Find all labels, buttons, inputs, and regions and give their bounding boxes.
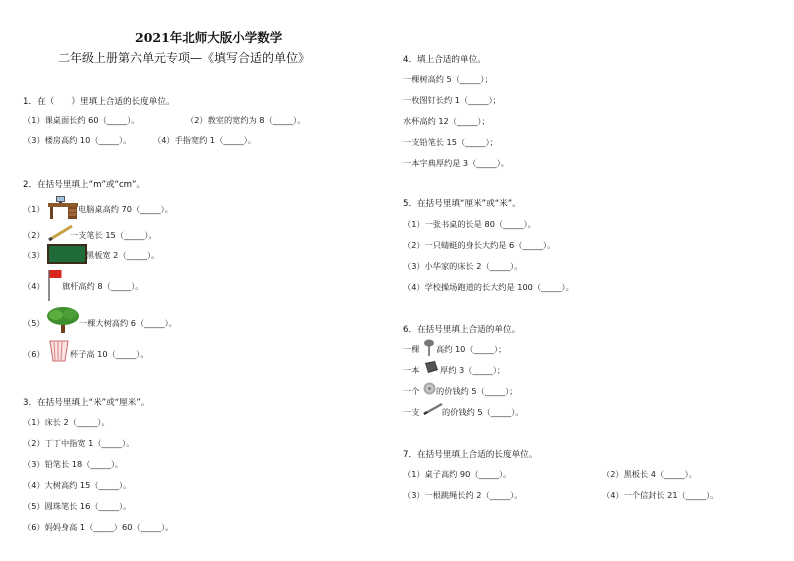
question-3-item-6: （6）妈妈身高 1（_____）60（_____）。 (23, 522, 174, 532)
question-2-item-1: 电脑桌高约 70（_____）。 (78, 204, 173, 214)
question-6-label-1: 一棵 (403, 344, 420, 354)
question-7-item-4: （4）一个信封长 21（_____）。 (602, 490, 719, 500)
question-3-item-2: （2）丁丁中指宽 1（_____）。 (23, 438, 135, 448)
question-6-item-4: 的价钱约 5（_____）。 (442, 407, 524, 417)
question-6-label-2: 一本 (403, 365, 420, 375)
cup-icon (48, 339, 70, 363)
question-2-item-2: 一支笔长 15（_____）。 (70, 230, 157, 240)
question-3-heading: 3．在括号里填上“米”或“厘米”。 (23, 398, 150, 408)
question-7-item-3: （3）一根跳绳长约 2（_____）。 (403, 490, 523, 500)
question-6-item-3: 的价钱约 5（_____）； (436, 386, 518, 396)
question-6-label-3: 一个 (403, 386, 420, 396)
question-2-heading: 2．在括号里填上“m”或“cm”。 (23, 180, 146, 190)
question-5-item-1: （1）一张书桌的长是 80（_____）。 (403, 219, 536, 229)
question-4-heading: 4．填上合适的单位。 (403, 55, 486, 65)
question-1-heading: 1．在（ ）里填上合适的长度单位。 (23, 97, 175, 107)
question-2-number-2: （2） (23, 230, 45, 240)
page-title: 2021年北师大版小学数学 (135, 30, 283, 45)
question-6-heading: 6．在括号里填上合适的单位。 (403, 325, 521, 335)
question-3-item-4: （4）大树高约 15（_____）。 (23, 480, 132, 490)
question-7-item-1: （1）桌子高约 90（_____）。 (403, 469, 512, 479)
pen-icon (423, 403, 443, 415)
question-2-item-4: 旗杆高约 8（_____）。 (62, 281, 144, 291)
question-7-item-2: （2）黑板长 4（_____）。 (602, 469, 697, 479)
question-2-item-6: 杯子高 10（_____）。 (70, 349, 149, 359)
question-1-item-4: （4）手指宽约 1（_____）。 (153, 135, 257, 145)
question-2-item-3: 黑板宽 2（_____）。 (86, 250, 160, 260)
blackboard-icon (47, 244, 87, 264)
question-5-item-2: （2）一只蜻蜓的身长大约是 6（_____）。 (403, 240, 556, 250)
desk-icon (47, 194, 79, 220)
question-6-item-1: 高约 10（_____）； (436, 344, 507, 354)
question-1-item-1: （1）课桌面长约 60（_____）。 (23, 115, 140, 125)
question-4-item-1: 一棵树高约 5（_____）； (403, 74, 493, 84)
question-2-number-6: （6） (23, 349, 45, 359)
question-2-number-5: （5） (23, 318, 45, 328)
question-2-number-4: （4） (23, 281, 45, 291)
question-5-item-4: （4）学校操场跑道的长大约是 100（_____）。 (403, 282, 574, 292)
page-subtitle: 二年级上册第六单元专项—《填写合适的单位》 (58, 51, 311, 65)
question-4-item-3: 水杯高约 12（_____）； (403, 116, 490, 126)
question-2-item-5: 一棵大树高约 6（_____）。 (79, 318, 177, 328)
question-4-item-5: 一本字典厚约是 3（_____）。 (403, 158, 510, 168)
coin-icon (423, 382, 436, 395)
question-7-heading: 7．在括号里填上合适的长度单位。 (403, 450, 538, 460)
question-3-item-5: （5）圆珠笔长 16（_____）。 (23, 501, 132, 511)
question-1-item-2: （2）教室的宽约为 8（_____）。 (186, 115, 306, 125)
book-icon (423, 360, 439, 374)
question-6-label-4: 一支 (403, 407, 420, 417)
question-4-item-2: 一枚图钉长约 1（_____）； (403, 95, 501, 105)
question-3-item-1: （1）床长 2（_____）。 (23, 417, 110, 427)
question-2-number-1: （1） (23, 204, 45, 214)
pin-icon (423, 339, 435, 357)
question-5-item-3: （3）小华家的床长 2（_____）。 (403, 261, 523, 271)
question-2-number-3: （3） (23, 250, 45, 260)
question-6-item-2: 厚约 3（_____）； (440, 365, 506, 375)
tree-icon (46, 306, 80, 334)
question-5-heading: 5．在括号里填“厘米”或“米”。 (403, 199, 521, 209)
question-3-item-3: （3）铅笔长 18（_____）。 (23, 459, 124, 469)
question-1-item-3: （3）楼房高约 10（_____）。 (23, 135, 132, 145)
question-4-item-4: 一支铅笔长 15（_____）； (403, 137, 498, 147)
